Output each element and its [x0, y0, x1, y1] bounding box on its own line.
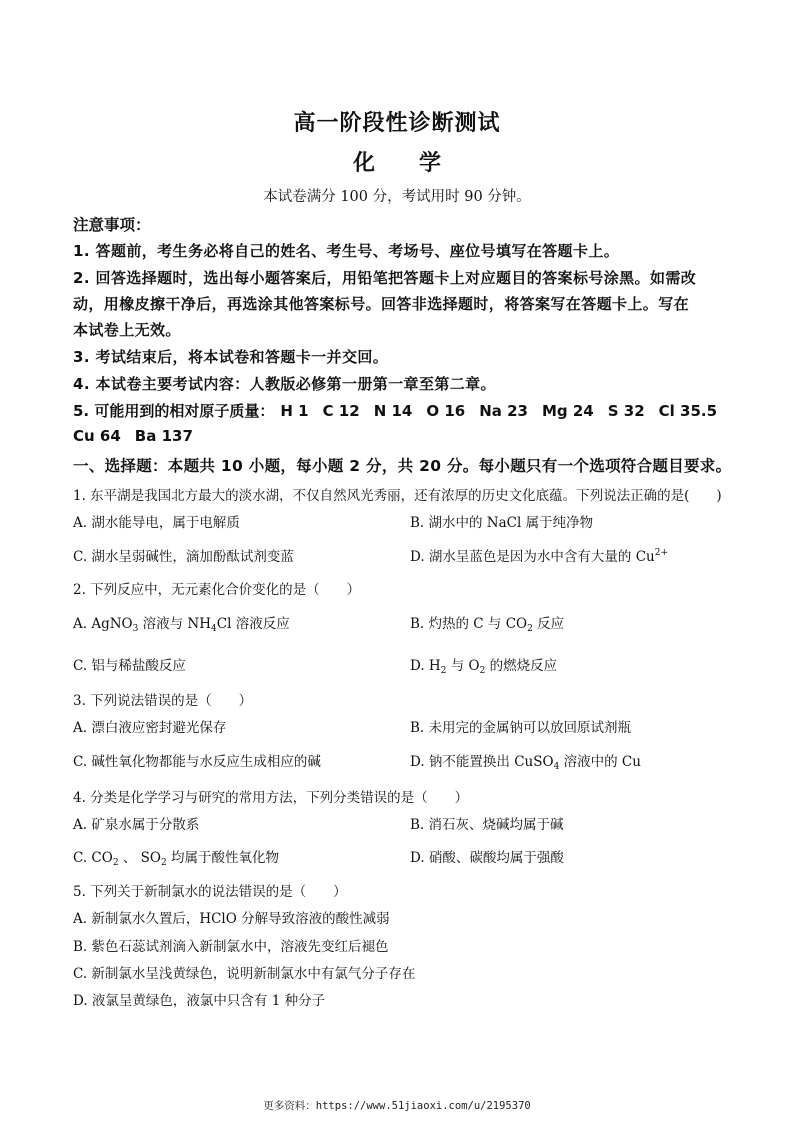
question-1-option-c: C. 湖水呈弱碱性，滴加酚酞试剂变蓝: [73, 549, 294, 565]
exam-info: 本试卷满分 100 分，考试用时 90 分钟。: [263, 189, 531, 205]
notice-line-6: 4. 本试卷主要考试内容：人教版必修第一册第一章至第二章。: [73, 375, 496, 393]
question-1-option-a: A. 湖水能导电，属于电解质: [73, 515, 240, 531]
notice-line-1: 1. 答题前，考生务必将自己的姓名、考生号、考场号、座位号填写在答题卡上。: [73, 242, 620, 260]
atomic-mass-ba: Ba 137: [134, 427, 193, 445]
notice-line-2: 2. 回答选择题时，选出每小题答案后，用铅笔把答题卡上对应题目的答案标号涂黑。如需改: [73, 269, 697, 287]
subscript: 2: [440, 666, 447, 676]
question-1-option-b: B. 湖水中的 NaCl 属于纯净物: [410, 515, 594, 531]
option-text: 反应: [532, 616, 565, 632]
question-1-option-d: [410, 545, 668, 565]
notice-line-3: 动，用橡皮擦干净后，再选涂其他答案标号。回答非选择题时，将答案写在答题卡上。写在: [73, 295, 690, 313]
notice-heading: 注意事项：: [73, 216, 151, 234]
option-text: 溶液与 NH: [138, 616, 212, 632]
question-3-option-c: C. 碱性氧化物都能与水反应生成相应的碱: [73, 754, 321, 770]
subject-title: [0, 146, 794, 177]
option-text: 与 O: [446, 658, 480, 674]
atomic-mass-cu: Cu 64: [73, 427, 121, 445]
question-4-option-c: [73, 846, 279, 868]
question-2-option-a: [73, 612, 290, 634]
question-4-option-a: A. 矿泉水属于分散系: [73, 817, 200, 833]
notice-line-4: 本试卷上无效。: [73, 321, 181, 339]
question-4-option-d: D. 硝酸、碳酸均属于强酸: [410, 850, 564, 866]
option-text: A. AgNO: [73, 616, 133, 632]
option-text: Cl 溶液反应: [216, 616, 290, 632]
atomic-mass-intro: 5. 可能用到的相对原子质量：: [73, 402, 275, 420]
atomic-mass-cl: Cl 35.5: [658, 402, 718, 420]
option-text: C. CO: [73, 850, 113, 866]
atomic-mass-line-2: [73, 427, 207, 445]
question-2-option-c: C. 铝与稀盐酸反应: [73, 658, 186, 674]
subscript: 4: [211, 624, 217, 634]
option-text: D. H: [410, 658, 441, 674]
section-heading: 一、选择题：本题共 10 小题，每小题 2 分，共 20 分。每小题只有一个选项符合题目要求。: [73, 457, 732, 475]
question-4-stem: 4. 分类是化学学习与研究的常用方法，下列分类错误的是（ ）: [73, 790, 469, 806]
question-5-option-a: A. 新制氯水久置后，HClO 分解导致溶液的酸性减弱: [73, 911, 390, 927]
question-2-option-d: [410, 654, 557, 676]
atomic-mass-n: N 14: [373, 402, 413, 420]
atomic-mass-line-1: [73, 400, 717, 421]
subject-char-2: 学: [419, 150, 442, 176]
question-5-stem: 5. 下列关于新制氯水的说法错误的是（ ）: [73, 884, 347, 900]
question-5-option-d: D. 液氯呈黄绿色，液氯中只含有 1 种分子: [73, 993, 326, 1009]
option-text: 、 SO: [118, 850, 161, 866]
subscript: 2: [479, 666, 486, 676]
question-5-option-c: C. 新制氯水呈浅黄绿色，说明新制氯水中有氯气分子存在: [73, 966, 416, 982]
atomic-mass-o: O 16: [426, 402, 466, 420]
subscript: 3: [132, 624, 139, 634]
atomic-mass-c: C 12: [322, 402, 360, 420]
subscript: 2: [160, 858, 167, 868]
footer-link[interactable]: 更多资料：https://www.51jiaoxi.com/u/2195370: [263, 1100, 531, 1112]
atomic-mass-na: Na 23: [479, 402, 528, 420]
atomic-mass-h: H 1: [280, 402, 309, 420]
option-text: D. 钠不能置换出 CuSO: [410, 754, 554, 770]
question-2-option-b: [410, 612, 564, 634]
exam-title: 高一阶段性诊断测试: [293, 110, 501, 136]
question-2-stem: 2. 下列反应中，无元素化合价变化的是（ ）: [73, 582, 361, 598]
question-3-stem: 3. 下列说法错误的是（ ）: [73, 693, 253, 709]
subscript: 2: [112, 858, 119, 868]
question-4-option-b: B. 消石灰、烧碱均属于碱: [410, 817, 564, 833]
option-text: B. 灼热的 C 与 CO: [410, 616, 528, 632]
charge-superscript: 2+: [654, 548, 669, 558]
subscript: 2: [527, 624, 533, 634]
subscript: 4: [553, 762, 560, 772]
question-3-option-b: B. 未用完的金属钠可以放回原试剂瓶: [410, 720, 632, 736]
atomic-mass-s: S 32: [607, 402, 645, 420]
notice-line-5: 3. 考试结束后，将本试卷和答题卡一并交回。: [73, 348, 389, 366]
option-text: 均属于酸性氧化物: [166, 850, 279, 866]
option-text: 溶液中的 Cu: [559, 754, 641, 770]
option-text: 的燃烧反应: [485, 658, 558, 674]
option-text: D. 湖水呈蓝色是因为水中含有大量的 Cu: [410, 549, 655, 565]
question-3-option-d: [410, 750, 641, 772]
atomic-mass-mg: Mg 24: [541, 402, 594, 420]
question-1-stem: 1. 东平湖是我国北方最大的淡水湖，不仅自然风光秀丽，还有浓厚的历史文化底蕴。下列说法正确的是( ): [73, 488, 722, 504]
subject-char-1: 化: [352, 150, 375, 176]
question-5-option-b: B. 紫色石蕊试剂滴入新制氯水中，溶液先变红后褪色: [73, 939, 389, 955]
question-3-option-a: A. 漂白液应密封避光保存: [73, 720, 227, 736]
